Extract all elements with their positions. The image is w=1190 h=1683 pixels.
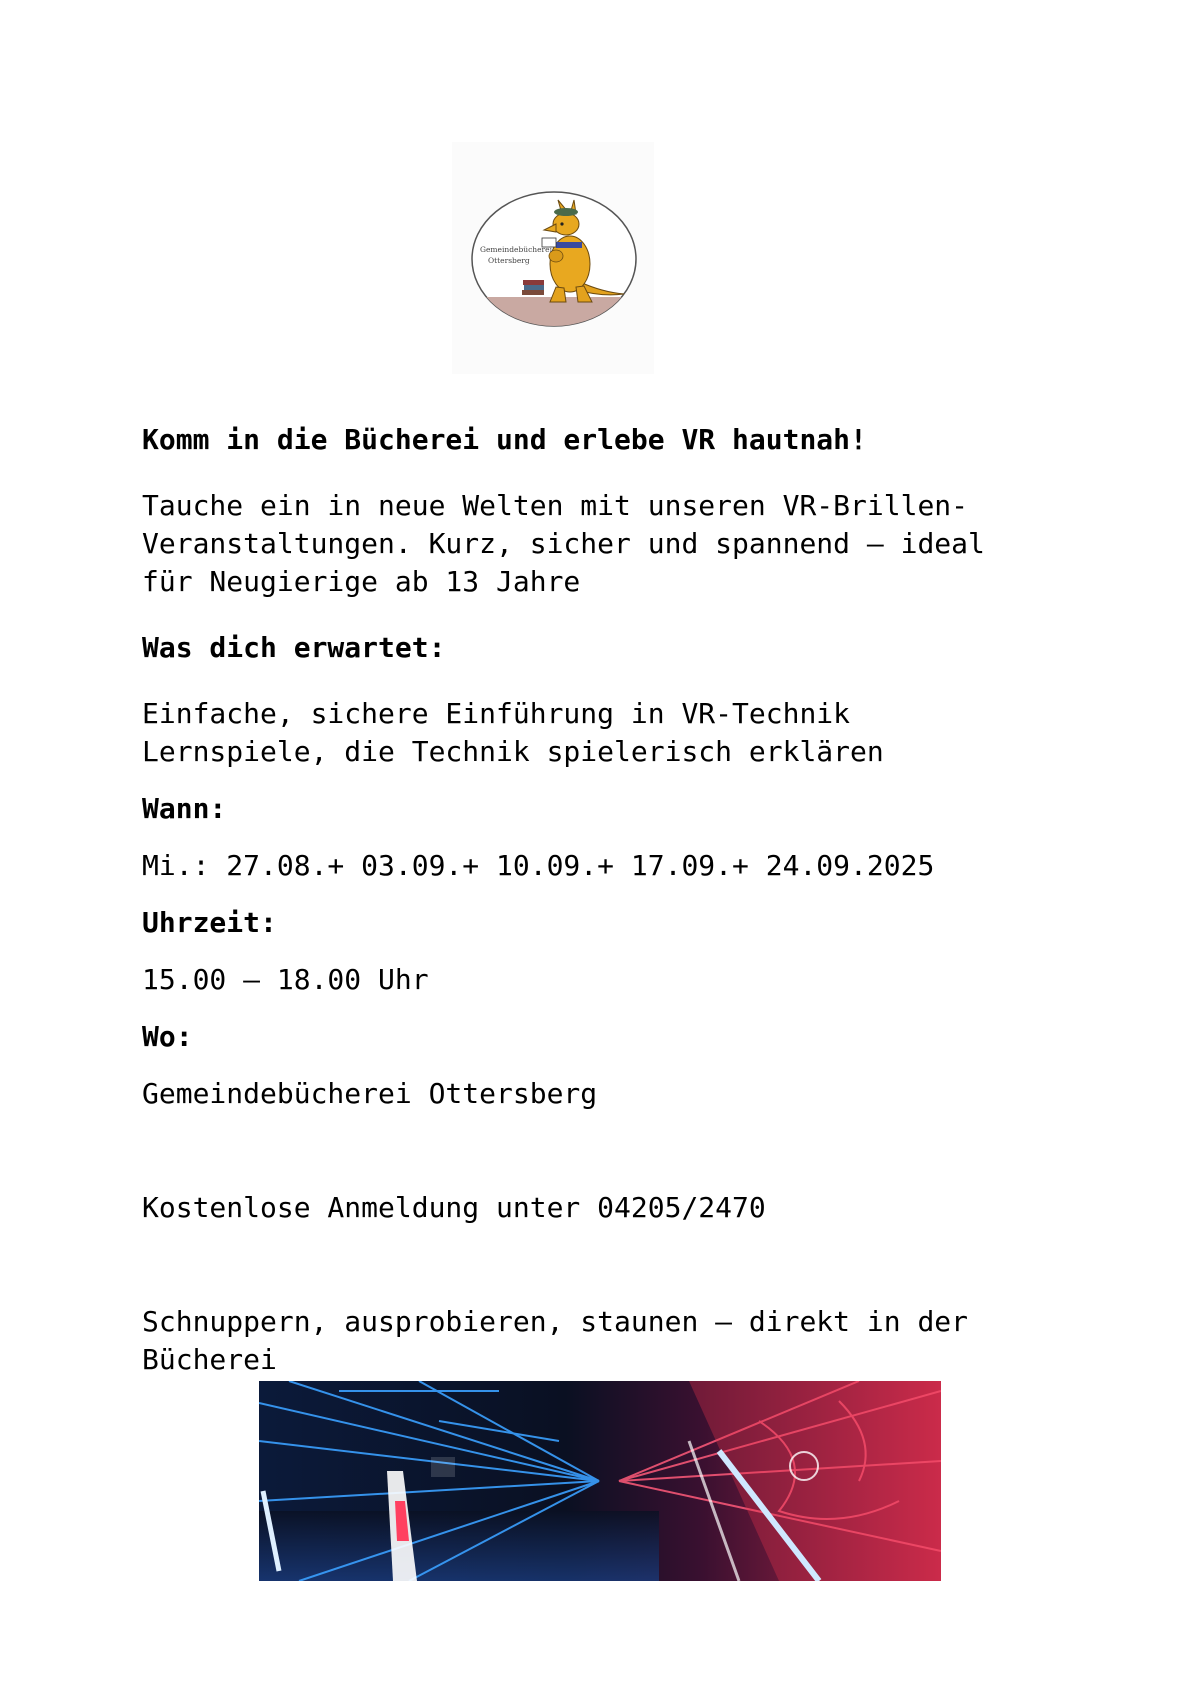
expect-item-2: Lernspiele, die Technik spielerisch erklären: [142, 735, 884, 768]
closing-line-2: Bücherei: [142, 1343, 277, 1376]
when-value: Mi.: 27.08.+ 03.09.+ 10.09.+ 17.09.+ 24.09.2025: [142, 849, 935, 882]
headline: Komm in die Bücherei und erlebe VR hautnah!: [142, 423, 867, 456]
when-heading: Wann:: [142, 792, 227, 825]
registration-text: Kostenlose Anmeldung unter 04205/2470: [142, 1191, 766, 1224]
where-heading: Wo:: [142, 1020, 193, 1053]
kangaroo-reading-icon: [452, 142, 654, 374]
intro-line-1: Tauche ein in neue Welten mit unseren VR-Brillen-: [142, 489, 969, 522]
time-value: 15.00 – 18.00 Uhr: [142, 963, 429, 996]
intro-line-3: für Neugierige ab 13 Jahre: [142, 565, 581, 598]
expect-heading: Was dich erwartet:: [142, 631, 446, 664]
where-value: Gemeindebücherei Ottersberg: [142, 1077, 598, 1110]
time-heading: Uhrzeit:: [142, 906, 277, 939]
expect-item-1: Einfache, sichere Einführung in VR-Technik: [142, 697, 851, 730]
vr-game-image: [259, 1381, 941, 1581]
logo-text-line1: Gemeindebücherei: [480, 245, 552, 254]
library-logo: [452, 142, 654, 374]
closing-line-1: Schnuppern, ausprobieren, staunen – direkt in der: [142, 1305, 969, 1338]
logo-text-line2: Ottersberg: [488, 256, 530, 265]
intro-line-2: Veranstaltungen. Kurz, sicher und spannend – ideal: [142, 527, 985, 560]
